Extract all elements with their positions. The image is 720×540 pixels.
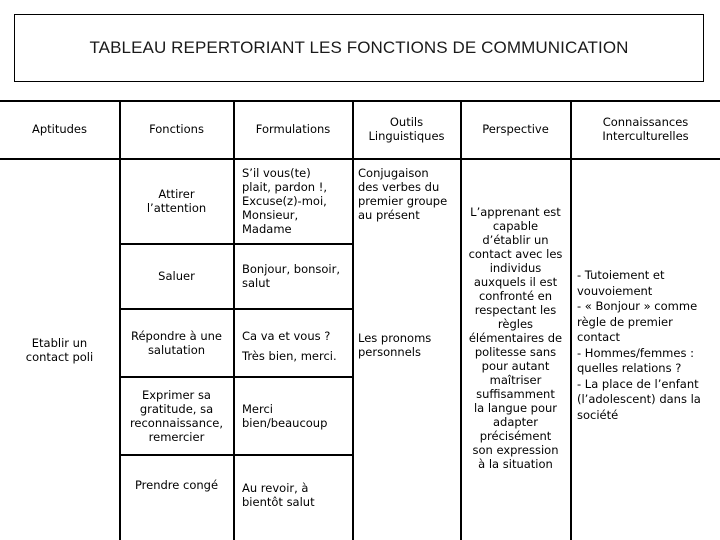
col-divider-2: [233, 100, 235, 540]
communication-table: [0, 100, 720, 540]
page-title: TABLEAU REPERTORIANT LES FONCTIONS DE COMMUNICATION: [89, 38, 629, 57]
formulation-saluer: Bonjour, bonsoir, salut: [242, 262, 341, 290]
header-connaissances: Connaissances Interculturelles: [602, 115, 689, 143]
fonction-prendre-conge: Prendre congé: [134, 478, 219, 492]
perspective-text: L’apprenant est capable d’établir un contact avec les individus auxquels il est confronté en respectant les règles élémentaires de politesse sans pour autant maîtriser suffisamment la langue pour adapter précisément son expression à la situation: [468, 205, 563, 471]
header-formulations: Formulations: [255, 122, 331, 136]
header-aptitudes: Aptitudes: [31, 122, 88, 136]
title-box: [14, 14, 704, 82]
formulation-prendre-conge: Au revoir, à bientôt salut: [242, 481, 315, 509]
col-divider-3: [352, 100, 354, 540]
formulation-attirer: S’il vous(te) plait, pardon !, Excuse(z)-moi, Monsieur, Madame: [242, 166, 327, 236]
aptitude-cell: Etablir un contact poli: [25, 335, 94, 364]
fonction-attirer: Attirer l’attention: [146, 187, 207, 215]
col-divider-5: [570, 100, 572, 540]
fonction-saluer: Saluer: [158, 269, 195, 283]
formulation-exprimer: Merci bien/beaucoup: [242, 401, 328, 430]
outil-conjugaison: Conjugaison des verbes du premier groupe au présent: [358, 166, 448, 222]
header-outils: Outils Linguistiques: [368, 115, 445, 143]
outil-pronoms: Les pronoms personnels: [358, 331, 432, 359]
connaissances-text: - Tutoiement et vouvoiement - « Bonjour » comme règle de premier contact - Hommes/femmes : quelles relations ? - La place de l’enfant (l’adolescent) dans la société: [577, 268, 701, 422]
fonction-repondre: Répondre à une salutation: [130, 328, 223, 357]
header-fonctions: Fonctions: [149, 122, 204, 136]
header-perspective: Perspective: [482, 122, 549, 136]
fonction-exprimer: Exprimer sa gratitude, sa reconnaissance, remercier: [129, 387, 224, 444]
formulation-repondre: Ca va et vous ? Très bien, merci.: [242, 329, 337, 363]
